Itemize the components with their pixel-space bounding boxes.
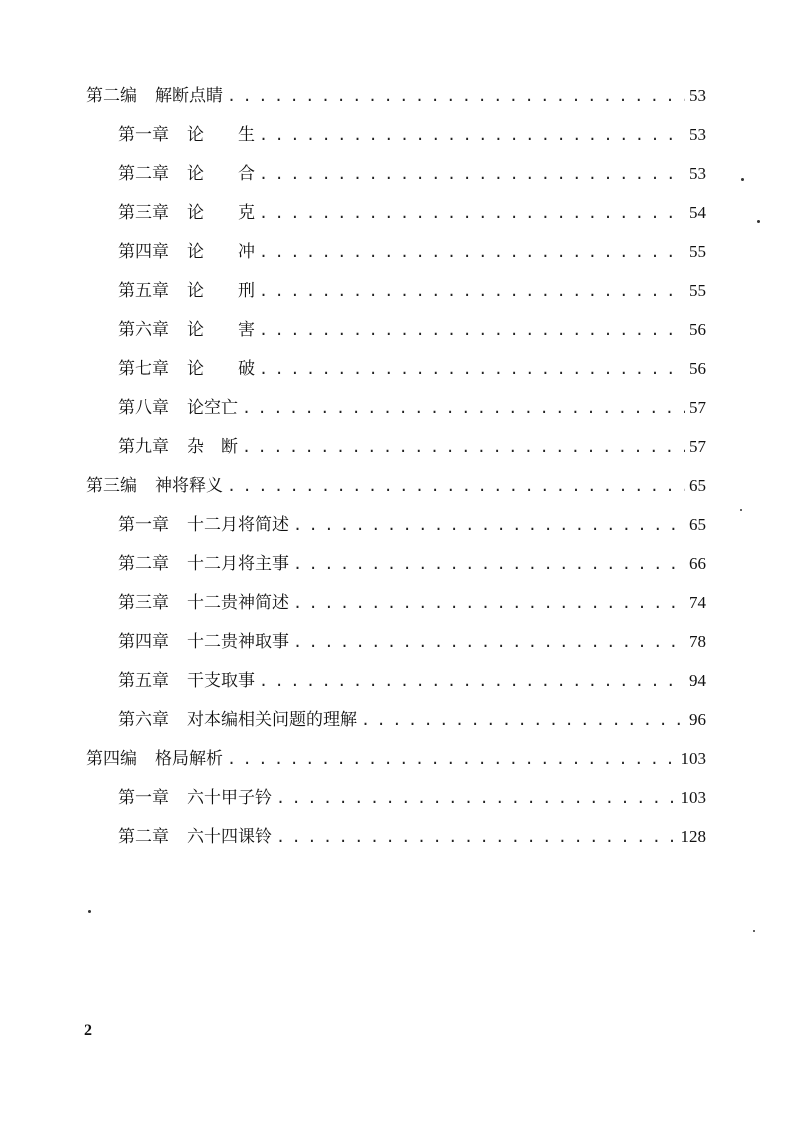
toc-chapter-entry[interactable] (118, 706, 706, 734)
toc-entry-title: 论 冲 (187, 242, 255, 262)
page-number: 2 (84, 1022, 92, 1039)
toc-dot-leader (259, 277, 685, 305)
toc-dot-leader (293, 628, 685, 656)
toc-entry-number: 第四章 (118, 632, 169, 652)
toc-entry-title: 论 害 (187, 320, 255, 340)
toc-entry-title: 格局解析 (155, 749, 223, 769)
toc-entry-title: 十二贵神简述 (187, 593, 289, 613)
toc-entry-page: 96 (689, 710, 706, 729)
toc-entry-title: 论 刑 (187, 281, 255, 301)
toc-entry-page: 57 (689, 398, 706, 417)
toc-dot-leader (361, 706, 685, 734)
toc-dot-leader (227, 472, 685, 500)
toc-entry-page: 55 (689, 242, 706, 261)
toc-entry-page: 74 (689, 593, 706, 612)
toc-dot-leader (227, 82, 685, 110)
toc-entry-title: 论空亡 (187, 398, 238, 418)
toc-part-entry[interactable] (86, 82, 706, 110)
toc-entry-title: 干支取事 (187, 671, 255, 691)
toc-entry-page: 53 (689, 164, 706, 183)
toc-entry-page: 65 (689, 515, 706, 534)
toc-chapter-entry[interactable] (118, 199, 706, 227)
toc-entry-number: 第三章 (118, 593, 169, 613)
toc-chapter-entry[interactable] (118, 433, 706, 461)
toc-entry-number: 第三章 (118, 203, 169, 223)
toc-entry-number: 第六章 (118, 320, 169, 340)
toc-entry-page: 53 (689, 86, 706, 105)
toc-entry-title: 对本编相关问题的理解 (187, 710, 357, 730)
toc-chapter-entry[interactable] (118, 160, 706, 188)
toc-chapter-entry[interactable] (118, 628, 706, 656)
toc-entry-number: 第二编 (86, 86, 137, 106)
toc-entry-number: 第一章 (118, 515, 169, 535)
toc-entry-page: 66 (689, 554, 706, 573)
toc-dot-leader (227, 745, 677, 773)
toc-entry-page: 65 (689, 476, 706, 495)
toc-chapter-entry[interactable] (118, 511, 706, 539)
toc-entry-number: 第九章 (118, 437, 169, 457)
toc-entry-number: 第三编 (86, 476, 137, 496)
toc-part-entry[interactable] (86, 745, 706, 773)
toc-chapter-entry[interactable] (118, 823, 706, 851)
toc-entry-page: 103 (680, 749, 706, 768)
toc-dot-leader (259, 121, 685, 149)
toc-dot-leader (259, 238, 685, 266)
toc-entry-title: 论 克 (187, 203, 255, 223)
toc-entry-title: 神将释义 (155, 476, 223, 496)
toc-dot-leader (259, 199, 685, 227)
toc-chapter-entry[interactable] (118, 121, 706, 149)
toc-entry-number: 第八章 (118, 398, 169, 418)
toc-entry-page: 56 (689, 359, 706, 378)
toc-entry-number: 第四编 (86, 749, 137, 769)
toc-entry-number: 第六章 (118, 710, 169, 730)
toc-entry-number: 第七章 (118, 359, 169, 379)
toc-chapter-entry[interactable] (118, 238, 706, 266)
toc-dot-leader (259, 160, 685, 188)
toc-chapter-entry[interactable] (118, 355, 706, 383)
toc-entry-title: 解断点睛 (155, 86, 223, 106)
toc-entry-page: 78 (689, 632, 706, 651)
toc-entry-page: 94 (689, 671, 706, 690)
toc-chapter-entry[interactable] (118, 550, 706, 578)
toc-entry-page: 57 (689, 437, 706, 456)
toc-dot-leader (293, 511, 685, 539)
toc-entry-number: 第一章 (118, 788, 169, 808)
toc-entry-number: 第五章 (118, 281, 169, 301)
toc-part-entry[interactable] (86, 472, 706, 500)
toc-entry-title: 杂 断 (187, 437, 238, 457)
toc-entry-page: 128 (680, 827, 706, 846)
toc-chapter-entry[interactable] (118, 667, 706, 695)
toc-entry-title: 十二月将主事 (187, 554, 289, 574)
toc-chapter-entry[interactable] (118, 394, 706, 422)
toc-entry-title: 六十甲子钤 (187, 788, 272, 808)
toc-dot-leader (242, 433, 685, 461)
toc-entry-title: 论 生 (187, 125, 255, 145)
toc-dot-leader (293, 550, 685, 578)
toc-entry-page: 53 (689, 125, 706, 144)
toc-entry-number: 第一章 (118, 125, 169, 145)
toc-entry-number: 第二章 (118, 827, 169, 847)
scan-speck (88, 910, 91, 913)
toc-entry-number: 第五章 (118, 671, 169, 691)
toc-chapter-entry[interactable] (118, 277, 706, 305)
toc-entry-number: 第二章 (118, 164, 169, 184)
scan-speck (753, 930, 755, 932)
toc-entry-page: 103 (680, 788, 706, 807)
toc-dot-leader (242, 394, 685, 422)
toc-entry-title: 六十四课铃 (187, 827, 272, 847)
toc-entry-title: 十二贵神取事 (187, 632, 289, 652)
toc-chapter-entry[interactable] (118, 784, 706, 812)
toc-dot-leader (276, 823, 677, 851)
toc-entry-title: 论 破 (187, 359, 255, 379)
toc-dot-leader (259, 667, 685, 695)
toc-entry-title: 十二月将简述 (187, 515, 289, 535)
toc-dot-leader (276, 784, 677, 812)
toc-entry-title: 论 合 (187, 164, 255, 184)
toc-entry-page: 56 (689, 320, 706, 339)
scan-speck (740, 509, 742, 511)
toc-chapter-entry[interactable] (118, 316, 706, 344)
toc-entry-number: 第四章 (118, 242, 169, 262)
scan-speck (757, 220, 760, 223)
toc-entry-number: 第二章 (118, 554, 169, 574)
toc-chapter-entry[interactable] (118, 589, 706, 617)
toc-entry-page: 55 (689, 281, 706, 300)
toc-dot-leader (259, 355, 685, 383)
toc-dot-leader (259, 316, 685, 344)
toc-dot-leader (293, 589, 685, 617)
toc-entry-page: 54 (689, 203, 706, 222)
scan-speck (741, 178, 744, 181)
